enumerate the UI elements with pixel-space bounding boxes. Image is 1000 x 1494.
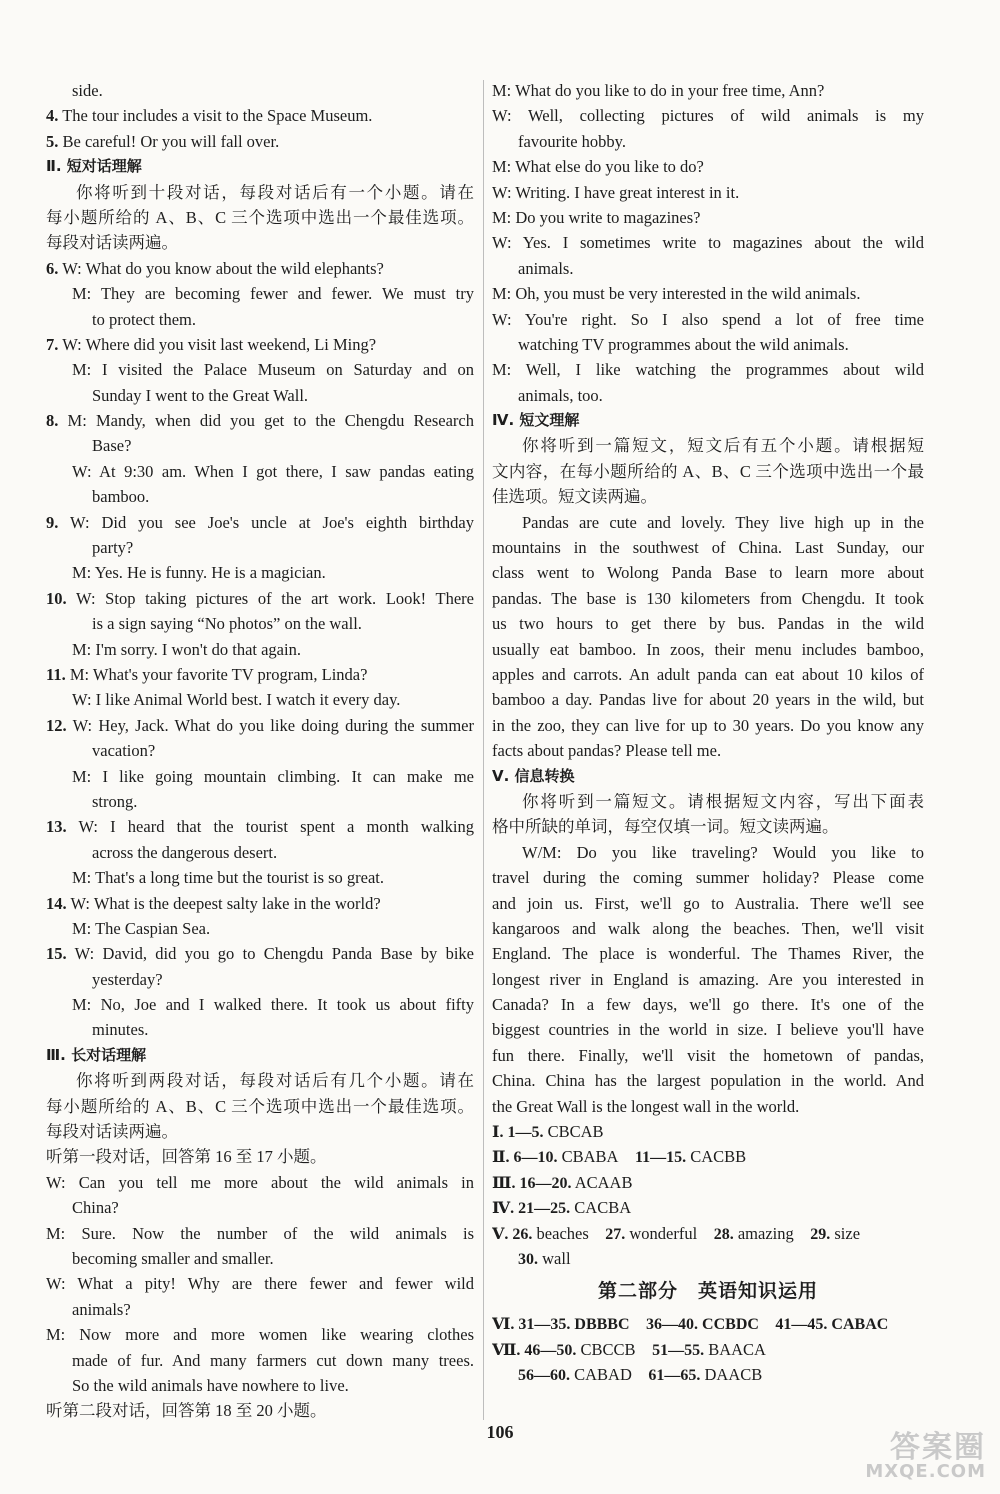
text-line [492,891,924,916]
answer-range: 30. [518,1250,538,1268]
line-text: Ⅲ. 长对话理解 [46,1045,147,1064]
line-text: us two hours to get there by bus. Pandas in the wild [492,614,924,634]
text-line [46,941,474,966]
answer-value: CBCCB [576,1339,636,1359]
text-line [46,560,474,585]
text-line [46,281,474,306]
line-text: 你将听到一篇短文，短文后有五个小题。请根据短 [522,436,924,456]
text-line [492,992,924,1017]
answer-range: 36—40. CCBDC [646,1316,759,1334]
answer-line [492,1144,924,1169]
line-text: M: They are becoming fewer and fewer. We must try [72,284,474,304]
text-line [46,840,474,865]
line-text: W: Hey, Jack. What do you like doing during the summer [66,715,474,735]
line-text: kangaroos and walk along the beaches. Then, we'll visit [492,918,924,938]
line-text: M: I like going mountain climbing. It can make me [72,766,474,786]
item-number: 7. [46,334,59,354]
line-text: W: You're right. So I also spend a lot of free time [492,309,924,329]
answer-range: 29. [810,1225,831,1243]
item-number: 11. [46,664,66,684]
text-line [492,1068,924,1093]
text-line [46,205,474,230]
line-text: M: Yes. He is funny. He is a magician. [72,563,326,583]
line-text: So the wild animals have nowhere to live. [72,1375,349,1395]
text-line [492,738,924,763]
line-text: to protect them. [92,309,197,329]
page-number: 106 [486,1422,514,1442]
line-text: side. [72,81,103,100]
answer-value: CBCAB [543,1122,604,1142]
text-line [46,764,474,789]
answer-line [492,1170,924,1195]
line-text: favourite hobby. [518,131,626,151]
text-line [492,281,924,306]
line-text: M: Sure. Now the number of the wild animals is [46,1223,474,1243]
answer-value: beaches [532,1223,589,1243]
answer-range: Ⅱ. 6—10. [492,1149,558,1167]
text-line [46,713,474,738]
answer-range: 51—55. [652,1341,705,1359]
line-text: Sunday I went to the Great Wall. [92,385,309,405]
line-text: M: Now more and more women like wearing clothes [46,1325,474,1345]
line-text: W: Can you tell me more about the wild animals in [46,1172,474,1192]
text-line [46,1322,474,1347]
answer-line [492,1246,924,1271]
text-line [492,865,924,890]
line-text: Base? [92,436,132,456]
line-text: yesterday? [92,969,163,989]
line-text: M: Do you write to magazines? [492,207,701,227]
text-line [46,1094,474,1119]
line-text: Pandas are cute and lovely. They live high up in the [522,512,924,532]
line-text: animals, too. [518,385,603,405]
line-text: 听第二段对话，回答第 18 至 20 小题。 [46,1401,327,1421]
text-line [46,1144,474,1169]
line-text: Ⅴ. 信息转换 [492,766,575,785]
text-line [492,459,924,484]
text-line [492,840,924,865]
text-line [492,941,924,966]
text-line [492,662,924,687]
text-line [46,992,474,1017]
item-number: 9. [46,512,59,532]
text-line [46,586,474,611]
answer-value: wonderful [625,1223,698,1243]
text-line [46,510,474,535]
text-line [46,459,474,484]
text-line [492,103,924,128]
line-text: strong. [92,791,138,811]
line-text: the Great Wall is the longest wall in the world. [492,1096,800,1116]
item-number: 8. [46,411,59,431]
answer-value: amazing [733,1223,794,1243]
line-text: 每小题所给的 A、B、C 三个选项中选出一个最佳选项。 [46,1096,474,1116]
text-line [492,129,924,154]
text-line [492,256,924,281]
watermark-logo [786,1422,986,1482]
line-text: 文内容，在每小题所给的 A、B、C 三个选项中选出一个最 [492,461,924,481]
text-line [46,78,474,103]
text-line [492,560,924,585]
item-number: 4. [46,106,59,126]
text-line [46,307,474,332]
line-text: apples and carrots. An adult panda can eat about 10 kilos of [492,664,924,684]
text-line [46,1221,474,1246]
text-line [46,433,474,458]
line-text: China. China has the largest population in the world. And [492,1071,924,1091]
line-text: facts about pandas? Please tell me. [492,741,722,761]
answer-range: Ⅳ. 21—25. [492,1200,571,1218]
answer-range: Ⅲ. 16—20. [492,1174,572,1192]
line-text: biggest countries in the world in size. I believe you'll have [492,1020,924,1040]
text-line [492,586,924,611]
answer-range: Ⅰ. 1—5. [492,1124,544,1142]
line-text: M: That's a long time but the tourist is so great. [72,868,385,888]
column-divider [483,80,484,1420]
line-text: mountains in the southwest of China. Last Sunday, our [492,538,924,558]
text-line [46,1068,474,1093]
line-text: M: I'm sorry. I won't do that again. [72,639,301,659]
answer-line [492,1337,924,1362]
line-text: W: What a pity! Why are there fewer and fewer wild [46,1274,474,1294]
item-number: 6. [46,258,59,278]
text-line [46,1348,474,1373]
text-line [46,357,474,382]
line-text: pandas. The base is 130 kilometers from Chengdu. It took [492,588,924,608]
answer-line [492,1362,924,1387]
text-line [46,180,474,205]
line-text: W: Where did you visit last weekend, Li Ming? [58,334,377,354]
line-text: England. The place is wonderful. The Thames River, the [492,944,924,964]
line-text: W: What is the deepest salty lake in the world? [66,893,381,913]
text-line [492,307,924,332]
line-text: Ⅳ. 短文理解 [492,411,580,430]
answer-range: 41—45. CABAC [775,1316,889,1334]
text-line [46,865,474,890]
line-text: Be careful! Or you will fall over. [58,131,280,151]
line-text: M: Well, I like watching the programmes about wild [492,360,924,380]
line-text: W: I heard that the tourist spent a month walking [66,817,474,837]
text-line [46,789,474,814]
line-text: M: What else do you like to do? [492,157,704,177]
line-text: Canada? In a few days, we'll go there. It's one of the [492,995,924,1015]
section-title: 第二部分 英语知识运用 [597,1280,818,1303]
section-heading [492,408,924,433]
text-line [46,408,474,433]
line-text: W: I like Animal World best. I watch it every day. [72,690,401,710]
line-text: The tour includes a visit to the Space Museum. [58,106,373,126]
answer-range: 56—60. [518,1367,570,1385]
item-number: 5. [46,131,59,151]
text-line [46,535,474,560]
line-text: bamboo. [92,487,150,507]
text-line [46,383,474,408]
line-text: W: Stop taking pictures of the art work. Look! There [66,588,474,608]
watermark-brand: 答案圈 [890,1430,986,1465]
answer-value: DAACB [700,1365,763,1385]
line-text: and join us. First, we'll go to Australia. There we'll see [492,893,924,913]
right-column [492,78,924,1388]
answer-line [492,1311,924,1336]
text-line [492,713,924,738]
text-line [492,510,924,535]
text-line [492,205,924,230]
text-line [46,1170,474,1195]
line-text: longest river in England is amazing. Are you interested in [492,969,924,989]
text-line [46,1119,474,1144]
text-line [492,332,924,357]
line-text: vacation? [92,741,156,761]
answer-range: Ⅴ. 26. [492,1225,533,1243]
line-text: watching TV programmes about the wild animals. [518,334,849,354]
line-text: W: Writing. I have great interest in it. [492,182,740,202]
text-line [492,687,924,712]
answer-range: 28. [713,1225,734,1243]
line-text: bamboo a day. Pandas live for about 20 years in the wild, but [492,690,924,710]
line-text: 每段对话读两遍。 [46,1122,178,1142]
text-line [46,891,474,916]
text-line [46,662,474,687]
text-line [492,637,924,662]
item-number: 10. [46,588,67,608]
text-line [46,332,474,357]
text-line [492,1043,924,1068]
answer-line [492,1221,924,1246]
line-text: M: I visited the Palace Museum on Saturday and on [72,360,474,380]
answer-line [492,1119,924,1144]
line-text: M: The Caspian Sea. [72,918,211,938]
item-number: 14. [46,893,67,913]
answer-value: CABAD [570,1365,632,1385]
line-text: W: Yes. I sometimes write to magazines about the wild [492,233,924,253]
answer-range: Ⅶ. 46—50. [492,1341,577,1359]
text-line [492,180,924,205]
text-line [492,611,924,636]
line-text: 你将听到一篇短文。请根据短文内容，写出下面表 [522,791,924,811]
text-line [492,916,924,941]
line-text: W: Well, collecting pictures of wild animals is my [492,106,924,126]
text-line [46,916,474,941]
line-text: minutes. [92,1020,149,1040]
text-line [46,1297,474,1322]
line-text: class went to Wolong Panda Base to learn more about [492,563,924,583]
text-line [46,637,474,662]
line-text: travel during the coming summer holiday? Please come [492,868,924,888]
text-line [492,230,924,255]
text-line [46,1246,474,1271]
text-line [46,1017,474,1042]
section-heading [46,1043,474,1068]
text-line [46,129,474,154]
left-column [46,78,474,1424]
answer-range: 11—15. [634,1149,687,1167]
text-line [492,357,924,382]
answer-value: CACBB [686,1147,747,1167]
line-text: M: What's your favorite TV program, Linda? [65,664,368,684]
text-line [492,383,924,408]
line-text: M: Oh, you must be very interested in the wild animals. [492,284,861,304]
answer-value: wall [538,1248,571,1268]
item-number: 12. [46,715,67,735]
answer-value: CACBA [570,1198,632,1218]
line-text: is a sign saying “No photos” on the wall. [92,614,362,634]
text-line [492,433,924,458]
text-line [46,1271,474,1296]
line-text: W/M: Do you like traveling? Would you like to [522,842,924,862]
answer-line [492,1195,924,1220]
text-line [46,484,474,509]
answer-range: 27. [605,1225,626,1243]
section-heading [46,154,474,179]
text-line [492,484,924,509]
line-text: W: What do you know about the wild elephants? [58,258,384,278]
item-number: 13. [46,817,67,837]
text-line [46,687,474,712]
line-text: made of fur. And many farmers cut down many trees. [72,1350,474,1370]
answer-value: CBABA [557,1147,619,1167]
line-text: Ⅱ. 短对话理解 [46,157,142,176]
item-number: 15. [46,944,67,964]
text-line [46,103,474,128]
text-line [46,1373,474,1398]
line-text: across the dangerous desert. [92,842,278,862]
line-text: M: What do you like to do in your free time, Ann? [492,81,825,100]
line-text: usually eat bamboo. In zoos, their menu includes bamboo, [492,639,924,659]
line-text: 你将听到十段对话，每段对话后有一个小题。请在 [76,182,474,202]
text-line [46,814,474,839]
section-heading [492,764,924,789]
text-line [492,535,924,560]
text-line [492,967,924,992]
line-text: fun there. Finally, we'll visit the hometown of pandas, [492,1045,924,1065]
line-text: becoming smaller and smaller. [72,1248,274,1268]
line-text: animals. [518,258,574,278]
line-text: 佳选项。短文读两遍。 [492,487,657,507]
line-text: 你将听到两段对话，每段对话后有几个小题。请在 [76,1071,474,1091]
line-text: 格中所缺的单词，每空仅填一词。短文读两遍。 [492,817,839,837]
line-text: China? [72,1198,119,1218]
text-line [46,967,474,992]
text-line [492,789,924,814]
line-text: W: David, did you go to Chengdu Panda Base by bike [66,944,474,964]
text-line [46,611,474,636]
line-text: W: At 9:30 am. When I got there, I saw pandas eating [72,461,474,481]
text-line [492,1094,924,1119]
text-line [46,256,474,281]
text-line [46,738,474,763]
text-line [46,1398,474,1423]
line-text: W: Did you see Joe's uncle at Joe's eighth birthday [58,512,474,532]
text-line [46,230,474,255]
answer-value: ACAAB [571,1172,633,1192]
watermark-site: MXQE.COM [865,1461,986,1482]
text-line [492,154,924,179]
line-text: M: No, Joe and I walked there. It took us about fifty [72,995,474,1015]
line-text: party? [92,538,134,558]
line-text: animals? [72,1299,131,1319]
line-text: M: Mandy, when did you get to the Chengdu Research [58,411,474,431]
text-line [492,78,924,103]
answer-range: 61—65. [648,1367,701,1385]
answer-value: BAACA [704,1339,766,1359]
line-text: 每小题所给的 A、B、C 三个选项中选出一个最佳选项。 [46,207,474,227]
answer-range: Ⅵ. 31—35. DBBBC [492,1316,630,1334]
text-line [46,1195,474,1220]
text-line [492,814,924,839]
line-text: 听第一段对话，回答第 16 至 17 小题。 [46,1147,327,1167]
answer-value: size [830,1223,861,1243]
line-text: 每段对话读两遍。 [46,233,178,253]
text-line [492,1017,924,1042]
line-text: in the zoo, they can live for up to 30 years. Do you know any [492,715,924,735]
